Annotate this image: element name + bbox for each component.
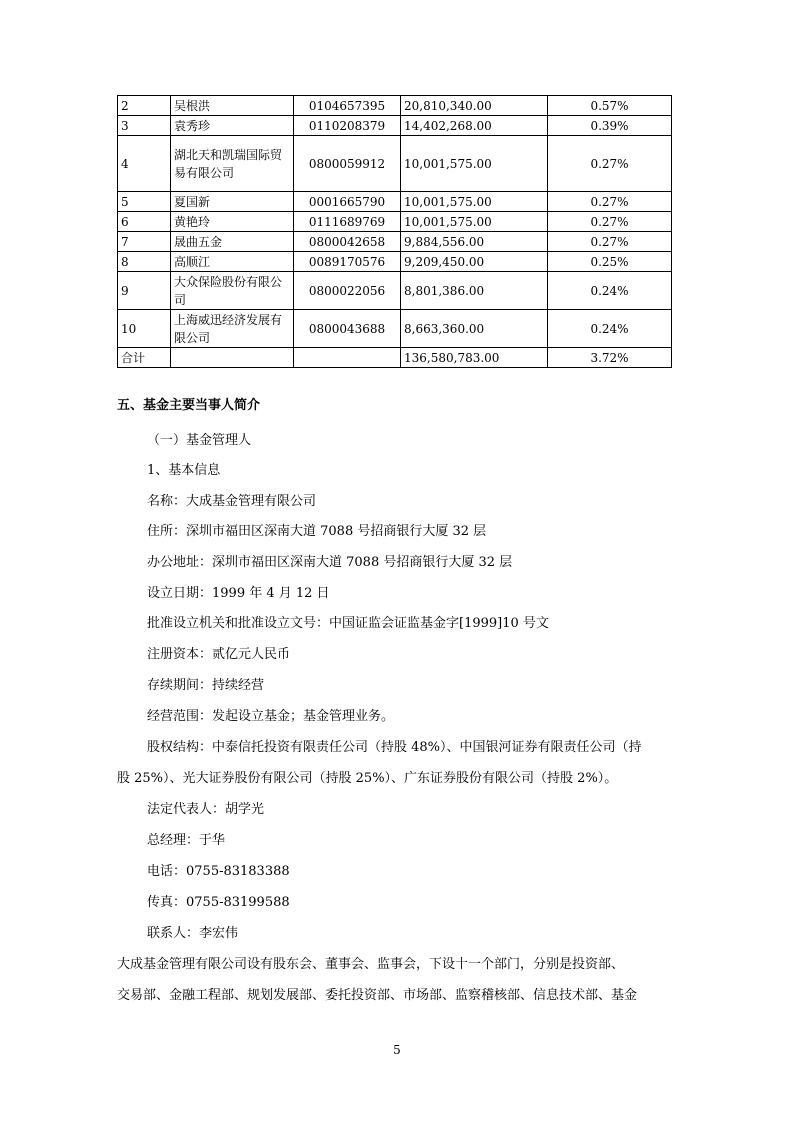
paragraph-line: 股权结构：中泰信托投资有限责任公司（持股 48%）、中国银河证券有限责任公司（持: [147, 740, 642, 755]
shares-cell: 10,001,575.00: [401, 136, 548, 192]
holder-name-cell: 高顺江: [171, 252, 294, 272]
shares-cell: 10,001,575.00: [401, 212, 548, 232]
rank-cell: 3: [118, 116, 171, 136]
shares-cell: 14,402,268.00: [401, 116, 548, 136]
paragraph-line: 电话：0755-83183388: [147, 864, 290, 879]
account-cell: 0089170576: [294, 252, 401, 272]
shares-cell: 9,884,556.00: [401, 232, 548, 252]
paragraph-line: 交易部、金融工程部、规划发展部、委托投资部、市场部、监察稽核部、信息技术部、基金: [117, 988, 638, 1003]
shares-cell: 8,663,360.00: [401, 310, 548, 348]
table-row: [118, 252, 672, 272]
paragraph-line: 经营范围：发起设立基金；基金管理业务。: [147, 709, 395, 724]
rank-cell: 4: [118, 136, 171, 192]
paragraph-line: 总经理：于华: [147, 833, 226, 848]
paragraph-line: 设立日期：1999 年 4 月 12 日: [147, 586, 330, 601]
paragraph-line: 法定代表人：胡学光: [147, 802, 265, 817]
table-row: [118, 192, 672, 212]
paragraph-line: 名称：大成基金管理有限公司: [147, 494, 317, 509]
empty-cell: [171, 348, 294, 368]
top-holders-table: [117, 95, 672, 368]
rank-cell: 9: [118, 272, 171, 310]
holder-name-cell: 夏国新: [171, 192, 294, 212]
subsection-heading: （一）基金管理人: [147, 433, 252, 448]
total-shares-cell: 136,580,783.00: [401, 348, 548, 368]
ratio-cell: 0.27%: [548, 232, 672, 252]
paragraph-line: 注册资本：贰亿元人民币: [147, 647, 291, 662]
holder-name-cell: 湖北天和凯瑞国际贸易有限公司: [171, 136, 294, 192]
account-cell: 0104657395: [294, 96, 401, 116]
table-row: [118, 232, 672, 252]
table-total-row: [118, 348, 672, 368]
paragraph-line: 股 25%）、光大证券股份有限公司（持股 25%）、广东证券股份有限公司（持股 2%）。: [117, 771, 618, 786]
account-cell: 0110208379: [294, 116, 401, 136]
account-cell: 0800043688: [294, 310, 401, 348]
ratio-cell: 0.27%: [548, 212, 672, 232]
shares-cell: 20,810,340.00: [401, 96, 548, 116]
paragraph-line: 办公地址：深圳市福田区深南大道 7088 号招商银行大厦 32 层: [147, 555, 513, 570]
ratio-cell: 0.27%: [548, 136, 672, 192]
shares-cell: 8,801,386.00: [401, 272, 548, 310]
ratio-cell: 0.24%: [548, 272, 672, 310]
rank-cell: 8: [118, 252, 171, 272]
account-cell: 0800022056: [294, 272, 401, 310]
table-row: [118, 116, 672, 136]
total-ratio-cell: 3.72%: [548, 348, 672, 368]
ratio-cell: 0.25%: [548, 252, 672, 272]
account-cell: 0111689769: [294, 212, 401, 232]
paragraph-line: 存续期间：持续经营: [147, 678, 265, 693]
ratio-cell: 0.57%: [548, 96, 672, 116]
table-row: [118, 136, 672, 192]
paragraph-line: 大成基金管理有限公司设有股东会、董事会、监事会，下设十一个部门，分别是投资部、: [117, 957, 625, 972]
holder-name-cell: 袁秀珍: [171, 116, 294, 136]
holder-name-cell: 吴根洪: [171, 96, 294, 116]
section-heading: 五、基金主要当事人简介: [117, 398, 261, 413]
ratio-cell: 0.27%: [548, 192, 672, 212]
account-cell: 0800059912: [294, 136, 401, 192]
paragraph-line: 住所：深圳市福田区深南大道 7088 号招商银行大厦 32 层: [147, 524, 487, 539]
paragraph-line: 1、基本信息: [147, 463, 221, 478]
holder-name-cell: 上海威迅经济发展有限公司: [171, 310, 294, 348]
ratio-cell: 0.24%: [548, 310, 672, 348]
rank-cell: 5: [118, 192, 171, 212]
rank-cell: 2: [118, 96, 171, 116]
page-number: 5: [393, 1043, 401, 1057]
holder-name-cell: 黄艳玲: [171, 212, 294, 232]
table-row: [118, 310, 672, 348]
shares-cell: 9,209,450.00: [401, 252, 548, 272]
rank-cell: 7: [118, 232, 171, 252]
paragraph-line: 联系人：李宏伟: [147, 926, 239, 941]
empty-cell: [294, 348, 401, 368]
holder-name-cell: 晟曲五金: [171, 232, 294, 252]
holder-name-cell: 大众保险股份有限公司: [171, 272, 294, 310]
total-label-cell: 合计: [118, 348, 171, 368]
paragraph-line: 传真：0755-83199588: [147, 895, 290, 910]
table-row: [118, 272, 672, 310]
ratio-cell: 0.39%: [548, 116, 672, 136]
rank-cell: 6: [118, 212, 171, 232]
rank-cell: 10: [118, 310, 171, 348]
account-cell: 0001665790: [294, 192, 401, 212]
account-cell: 0800042658: [294, 232, 401, 252]
table-row: [118, 212, 672, 232]
table-row: [118, 96, 672, 116]
shares-cell: 10,001,575.00: [401, 192, 548, 212]
paragraph-line: 批准设立机关和批准设立文号：中国证监会证监基金字[1999]10 号文: [147, 616, 549, 631]
